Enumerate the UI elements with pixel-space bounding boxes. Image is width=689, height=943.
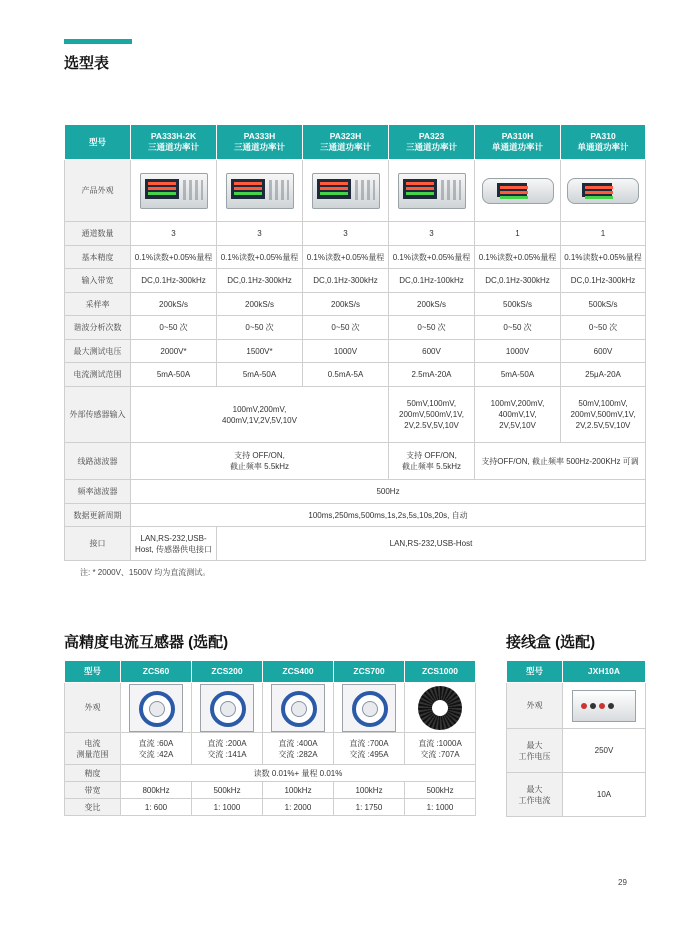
cell-sample-rate: 200kS/s: [303, 293, 389, 316]
current-transformer-icon: [129, 684, 183, 732]
cell-max-voltage: 1000V: [303, 340, 389, 363]
cell-freq-filter: 500Hz: [131, 480, 646, 504]
header-model: 型号: [65, 125, 131, 160]
accent-bar: [64, 39, 132, 44]
section-title-box: 接线盒 (选配): [506, 634, 596, 651]
power-analyzer-icon: [226, 173, 294, 209]
ct-cell-ratio: 1: 1000: [405, 799, 476, 816]
ct-row-label-range: 电流 测量范围: [65, 733, 121, 765]
ct-cell-ratio: 1: 600: [121, 799, 192, 816]
row-label-harmonic: 谐波分析次数: [65, 316, 131, 340]
ct-image: [121, 683, 192, 733]
ct-header-model-4: ZCS700: [334, 661, 405, 683]
ct-cell-bandwidth: 500kHz: [192, 782, 263, 799]
cell-max-voltage: 600V: [389, 340, 475, 363]
cell-sample-rate: 200kS/s: [217, 293, 303, 316]
row-label-max-voltage: 最大测试电压: [65, 340, 131, 363]
ct-image: [263, 683, 334, 733]
cell-current-range: 5mA-50A: [217, 363, 303, 387]
row-label-bandwidth: 输入带宽: [65, 269, 131, 293]
cell-max-voltage: 1500V*: [217, 340, 303, 363]
cell-bandwidth: DC,0.1Hz-300kHz: [475, 269, 561, 293]
header-model-5: PA310H 单通道功率计: [475, 125, 561, 160]
ct-cell-range: 直流 :400A 交流 :282A: [263, 733, 334, 765]
cell-sample-rate: 200kS/s: [389, 293, 475, 316]
product-image: [131, 160, 217, 222]
ct-cell-bandwidth: 100kHz: [263, 782, 334, 799]
ct-cell-range: 直流 :1000A 交流 :707A: [405, 733, 476, 765]
ct-table: [64, 660, 476, 816]
cell-line-filter: 支持 OFF/ON, 截止频率 5.5kHz: [389, 443, 475, 480]
ct-cell-ratio: 1: 2000: [263, 799, 334, 816]
row-label-current-range: 电流测试范围: [65, 363, 131, 387]
product-image: [389, 160, 475, 222]
cell-accuracy: 0.1%读数+0.05%量程: [217, 246, 303, 269]
power-analyzer-icon: [398, 173, 466, 209]
cell-harmonic: 0~50 次: [131, 316, 217, 340]
cell-channels: 1: [561, 222, 646, 246]
footnote: 注: * 2000V、1500V 均为直流测试。: [80, 568, 211, 577]
cell-max-voltage: 600V: [561, 340, 646, 363]
power-analyzer-icon: [567, 178, 639, 204]
cell-line-filter: 支持 OFF/ON, 截止频率 5.5kHz: [131, 443, 389, 480]
spec-table: [64, 124, 646, 561]
ct-cell-bandwidth: 800kHz: [121, 782, 192, 799]
cell-accuracy: 0.1%读数+0.05%量程: [475, 246, 561, 269]
cell-harmonic: 0~50 次: [389, 316, 475, 340]
cell-channels: 3: [389, 222, 475, 246]
ct-cell-accuracy: 读数 0.01%+ 量程 0.01%: [121, 765, 476, 782]
ct-row-label-accuracy: 精度: [65, 765, 121, 782]
cell-current-range: 2.5mA-20A: [389, 363, 475, 387]
cell-sample-rate: 500kS/s: [475, 293, 561, 316]
ct-cell-range: 直流 :60A 交流 :42A: [121, 733, 192, 765]
cell-sample-rate: 500kS/s: [561, 293, 646, 316]
cell-accuracy: 0.1%读数+0.05%量程: [303, 246, 389, 269]
ct-cell-range: 直流 :200A 交流 :141A: [192, 733, 263, 765]
row-label-interface: 接口: [65, 527, 131, 561]
cell-current-range: 25μA-20A: [561, 363, 646, 387]
cell-harmonic: 0~50 次: [561, 316, 646, 340]
header-model-2: PA333H 三通道功率计: [217, 125, 303, 160]
box-table: [506, 660, 646, 817]
row-label-ext-sensor: 外部传感器输入: [65, 387, 131, 443]
cell-current-range: 5mA-50A: [475, 363, 561, 387]
cell-accuracy: 0.1%读数+0.05%量程: [389, 246, 475, 269]
ct-header-model-1: ZCS60: [121, 661, 192, 683]
ct-cell-bandwidth: 100kHz: [334, 782, 405, 799]
header-model-3: PA323H 三通道功率计: [303, 125, 389, 160]
ct-cell-bandwidth: 500kHz: [405, 782, 476, 799]
row-label-sample-rate: 采样率: [65, 293, 131, 316]
power-analyzer-icon: [312, 173, 380, 209]
ct-row-label-bandwidth: 带宽: [65, 782, 121, 799]
ct-header-model: 型号: [65, 661, 121, 683]
current-transformer-icon: [271, 684, 325, 732]
cell-line-filter: 支持OFF/ON, 截止频率 500Hz-200KHz 可调: [475, 443, 646, 480]
current-transformer-icon: [418, 686, 462, 730]
cell-bandwidth: DC,0.1Hz-300kHz: [217, 269, 303, 293]
box-row-label-voltage: 最大 工作电压: [507, 729, 563, 773]
ct-header-model-3: ZCS400: [263, 661, 334, 683]
ct-row-label-appearance: 外观: [65, 683, 121, 733]
cell-ext-sensor: 100mV,200mV, 400mV,1V,2V,5V,10V: [131, 387, 389, 443]
cell-ext-sensor: 100mV,200mV, 400mV,1V, 2V,5V,10V: [475, 387, 561, 443]
box-cell-voltage: 250V: [563, 729, 646, 773]
product-image: [475, 160, 561, 222]
product-image: [217, 160, 303, 222]
cell-channels: 1: [475, 222, 561, 246]
cell-sample-rate: 200kS/s: [131, 293, 217, 316]
cell-max-voltage: 2000V*: [131, 340, 217, 363]
power-analyzer-icon: [482, 178, 554, 204]
cell-channels: 3: [303, 222, 389, 246]
ct-cell-ratio: 1: 1000: [192, 799, 263, 816]
current-transformer-icon: [200, 684, 254, 732]
cell-current-range: 0.5mA-5A: [303, 363, 389, 387]
cell-harmonic: 0~50 次: [303, 316, 389, 340]
product-image: [561, 160, 646, 222]
section-title-ct: 高精度电流互感器 (选配): [64, 634, 229, 651]
cell-ext-sensor: 50mV,100mV, 200mV,500mV,1V, 2V,2.5V,5V,10V: [389, 387, 475, 443]
header-model-6: PA310 单通道功率计: [561, 125, 646, 160]
header-model-1: PA333H-2K 三通道功率计: [131, 125, 217, 160]
ct-image: [405, 683, 476, 733]
cell-channels: 3: [131, 222, 217, 246]
cell-harmonic: 0~50 次: [475, 316, 561, 340]
ct-header-model-2: ZCS200: [192, 661, 263, 683]
row-label-appearance: 产品外观: [65, 160, 131, 222]
power-analyzer-icon: [140, 173, 208, 209]
product-image: [303, 160, 389, 222]
ct-image: [334, 683, 405, 733]
junction-box-icon: [572, 690, 636, 722]
ct-row-label-ratio: 变比: [65, 799, 121, 816]
cell-channels: 3: [217, 222, 303, 246]
page-number: 29: [618, 878, 627, 887]
header-model-4: PA323 三通道功率计: [389, 125, 475, 160]
cell-ext-sensor: 50mV,100mV, 200mV,500mV,1V, 2V,2.5V,5V,10V: [561, 387, 646, 443]
box-image: [563, 683, 646, 729]
cell-accuracy: 0.1%读数+0.05%量程: [131, 246, 217, 269]
box-row-label-current: 最大 工作电流: [507, 773, 563, 817]
cell-accuracy: 0.1%读数+0.05%量程: [561, 246, 646, 269]
cell-bandwidth: DC,0.1Hz-300kHz: [561, 269, 646, 293]
row-label-channels: 通道数量: [65, 222, 131, 246]
section-title-selection: 选型表: [64, 55, 110, 72]
cell-update-period: 100ms,250ms,500ms,1s,2s,5s,10s,20s, 自动: [131, 504, 646, 527]
cell-interface: LAN,RS-232,USB- Host, 传感器供电接口: [131, 527, 217, 561]
box-row-label-appearance: 外观: [507, 683, 563, 729]
current-transformer-icon: [342, 684, 396, 732]
cell-current-range: 5mA-50A: [131, 363, 217, 387]
cell-bandwidth: DC,0.1Hz-300kHz: [303, 269, 389, 293]
box-header-model: 型号: [507, 661, 563, 683]
cell-bandwidth: DC,0.1Hz-100kHz: [389, 269, 475, 293]
box-cell-current: 10A: [563, 773, 646, 817]
cell-harmonic: 0~50 次: [217, 316, 303, 340]
row-label-update-period: 数据更新周期: [65, 504, 131, 527]
box-header-model-name: JXH10A: [563, 661, 646, 683]
ct-image: [192, 683, 263, 733]
cell-max-voltage: 1000V: [475, 340, 561, 363]
ct-header-model-5: ZCS1000: [405, 661, 476, 683]
cell-bandwidth: DC,0.1Hz-300kHz: [131, 269, 217, 293]
cell-interface: LAN,RS-232,USB-Host: [217, 527, 646, 561]
ct-cell-range: 直流 :700A 交流 :495A: [334, 733, 405, 765]
row-label-accuracy: 基本精度: [65, 246, 131, 269]
row-label-line-filter: 线路滤波器: [65, 443, 131, 480]
ct-cell-ratio: 1: 1750: [334, 799, 405, 816]
row-label-freq-filter: 频率滤波器: [65, 480, 131, 504]
